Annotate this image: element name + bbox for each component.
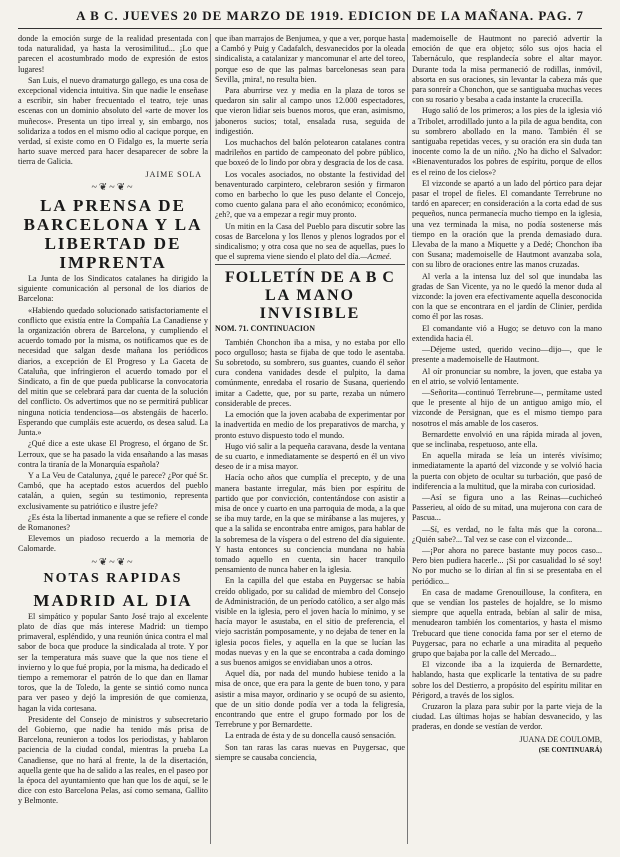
signature: —Acmeé. xyxy=(360,252,392,262)
ornament-divider: ~❦~❦~ xyxy=(91,556,135,568)
paragraph: El vizconde se apartó a un lado del pórtico para dejar pasar el tropel de fieles. El comandante Terrebrune no tardó en aparecer; en consideración a la corta edad de sus pequeños, nunca permanecía mucho tiempo en la iglesia, una vez terminada la misa, no podía sostenerse más tiempo en la oración que la prenda demasiado dura. Llevaba de la mano a Miquette y a Dedé; Chonchon iba con Susana; mademoiselle de Hautmont avanzaba sola, con su libro de oraciones entre las manos cruzadas. xyxy=(412,178,602,270)
paragraph: Aquel día, por nada del mundo hubiese tenido a la misa de once, que era para la gente de buen tono, y para asistir a misa mayor, ordinario y se ocupó de su asiento, que de un sitio donde podía ver a toda la feligresía, encontrando que entre el grupo formado por los de Terrebrune y por Bernardette. xyxy=(215,669,405,730)
column-2 xyxy=(215,34,405,849)
headline-prensa: LA PRENSA DE BARCELONA Y LA LIBERTAD DE IMPRENTA xyxy=(23,196,203,273)
paragraph: mademoiselle de Hautmont no pareció advertir la emoción de que era objeto; sólo sus ojos hacia el Tabernáculo, que resplandecía sobre el altar mayor. Durante toda la misa permaneció de rodillas, inmóvil, absorta en sus oraciones, sin levantar la cabeza más que para sonreír a Chonchon, que se santiguaba muchas veces con su rosario y besaba a cada instante la cruceciIla. xyxy=(412,34,602,105)
paragraph: Presidente del Consejo de ministros y subsecretario del Gobierno, que nadie ha tenido más prisa de Barcelona, reunieron a todos los periodistas, y hablaron paciencia de la ciudad condal, mientras la prueba La Canadiense, que no hará al frente, la de la disertación, aquella gente que ha de salido a las reales, en el paseo por la época del ayuntamiento que han que los de aquí, se le dice con esto Barcelona Pelas, así como semana, Gallito y Belmonte. xyxy=(18,714,208,806)
signature: JAIME SOLA xyxy=(145,169,202,179)
paragraph: El vizconde iba a la izquierda de Bernardette, hablando, hasta que explicarle la tentativa de su padre sobre los del Destierro, a propósito del espíritu militar en Périgord, a través de los siglos. xyxy=(412,660,602,700)
paragraph: La Junta de los Sindicatos catalanes ha dirigido la siguiente comunicación al personal de los diarios de Barcelona: xyxy=(18,274,208,304)
paragraph: En aquella mirada se leía un interés vivísimo; inmediatamente la apartó del vizconde y se volvió hacia la puerta con objeto de ocultar su turbación, que pasó de indiferencia a la multitud, que la miraba con curiosidad. xyxy=(412,451,602,491)
paragraph: El simpático y popular Santo José trajo al excelente plato de días que más interese Madrid: un tiempo primaveral, espléndido, y una reunión única contra el mal sabor de boca que produce la sindicalada al trote. Y por ser la temperatura más suave que la que nos tiene el invierno y lo que fué propia, por la misma, ha dedicado el tiempo a rememorar el patrón de lo que dan en llamar toros, que la de Toledo, la gente se sintió como nunca para ver paseo y dejó la impresión de que comienza, hagan la vida cortesana. xyxy=(18,611,208,713)
paragraph: Para aburrirse vez y media en la plaza de toros se quedaron sin salir al campo unos 12.000 espectadores, que vieron lidiar seis buenos moros, que eran, asimismo, jaboneros sucios; total, ensalada rusa, seguida de indigestión. xyxy=(215,86,405,136)
paragraph: «Habiendo quedado solucionado satisfactoriamente el conflicto que existía entre la Compañía La Canadiense y la organización obrera de Barcelona, y cumpliendo el acuerdo tomado por la misma, os notificamos que es de necesidad que salgan desde mañana los periódicos diarios, a excepción de El Progreso y La Gaceta de Cataluña, que infringieron el acuerdo tomado por el Sindicato, a fin de que pueda publicarse la convocatoria del mitin que se celebrará para dar cuenta de la solución del conflicto. Os advertimos que no se permitirá publicar ninguna noticia tendenciosa—os abstengáis de hacerlo. Esperando que cumpláis este acuerdo, os desea salud. La Junta.» xyxy=(18,305,208,438)
paragraph: También Chonchon iba a misa, y no estaba por ello poco orgulloso; hasta se fijaba de que todo le asentaba. Su sobretodo, su sombrero, sus guantes, cuando él señor cura condena vanidades desde el pulpito, la dama comúnmente, enredaba el rosario de Susana, queriendo imitar a Cadette, que, por su parte, rezaba un número considerable de preces. xyxy=(215,337,405,408)
continuation-note: (SE CONTINUARÁ) xyxy=(538,745,602,754)
header-rule xyxy=(18,28,602,29)
paragraph: Hugo vió salir a la pequeña caravana, desde la ventana de su cuarto, e inmediatamente se despertó en él un vivo deseo de ir a misa mayor. xyxy=(215,441,405,472)
paragraph: En la capilla del que estaba en Puygersac se había creído obligado, por su calidad de miembro del Consejo de Administración, de un período católico, a ser algo más visible en la iglesia, pero el joven hacía lo mínimo, y se hacía mayor le asustaba, en el sitio de preferencia, el viejo sacristán pomposamente, y no dejaba de tener en la iglesia pocos fieles, y aquella en la que se lucían las modas nuevas y en la que se encontraba a cada domingo a sus buenos amigos se envidiaban unos a otros. xyxy=(215,576,405,667)
paragraph: que iban marrajos de Benjumea, y que a ver, porque hasta a Cambó y Puig y Cadafalch, desvanecidos por la oleada sindicalista, a catalanizar y mancomunar el arte del toreo, porque eso de que las palmas barcelonesas sean para Sevilla, ¡mira!, no resulta bien. xyxy=(215,34,405,84)
section-rule xyxy=(215,264,405,265)
headline-novel: LA MANO INVISIBLE xyxy=(259,287,361,323)
paragraph: Al verla a la intensa luz del sol que inundaba las gradas de San Vicente, ya no le quedó la menor duda al vizconde: la joven era efectivamente aquella desconocida con la que se encontrara en el jardín de Clinier, perdida como él por las rosas. xyxy=(412,271,602,322)
ornament-divider: ~❦~❦~ xyxy=(91,181,135,193)
paragraph: —Sí, es verdad, no le falta más que la corona... ¿Quién sabe?... Tal vez se case con el vizconde... xyxy=(412,524,602,544)
paragraph: —Señorita—continuó Terrebrune—, permítame usted que le presente al hijo de un antiguo amigo mío, el vizconde de Persignan, que es el mismo tiempo para nosotros el más amable de los caseros. xyxy=(412,387,602,428)
paragraph: Al oír pronunciar su nombre, la joven, que estaba ya en el atrio, se volvió lentamente. xyxy=(412,366,602,386)
paragraph: La entrada de ésta y de su doncella causó sensación. xyxy=(225,731,396,741)
paragraph: Hugo salió de los primeros; a los pies de la iglesia vió a Tribolet, arrodillado junto a la pila de agua bendita, con su sombrero abollado en la mano. También él se santiguaba repetidas veces, y su oración era sin duda tan inocente como la de un niño. ¿No ha dicho el Salvador: «Bienaventurados los pobres de espíritu, porque de ellos es el reino de los cielos»? xyxy=(412,106,602,177)
installment-label: NOM. 71. CONTINUACION xyxy=(215,324,315,334)
column-3 xyxy=(412,34,602,849)
paragraph: ¿Qué dice a este ukase El Progreso, el órgano de Sr. Lerroux, que se ha pasado la vida ensañando a las masas contra la tiranía de la Monarquía española? xyxy=(18,439,208,469)
paragraph: Y a La Veu de Catalunya, ¿qué le parece? ¿Por qué Sr. Cambó, que ha aceptado estos acuerdos del pueblo catalán, a quien, según su testimonio, representa exclusivamente su patriótico e ilustre jefe? xyxy=(18,470,208,511)
paragraph: Hacía ocho años que cumplía el precepto, y de una manera bastante irregular, más bien por espíritu de partido que por convicción, contentándose con asistir a misa de once y cuarto en una parroquia de moda, a la que se iba muy tarde, en la que se mirábanse a las mujeres, y que a la salida se encontraba entre amigos, para hablar de la sobremesa de la víspera o del estreno del día siguiente. Y hasta entonces su conciencia mundana no había tomado aquello en cuenta, sin hacer tranquilo pensamiento de nunca haber en la iglesia. xyxy=(215,473,405,575)
paragraph-text: Un mitin en la Casa del Pueblo para discutir sobre las cosas de Barcelona y los llenos y plenos logrados por el sindicalismo; y otra cosa que no sea de aquellas, pues lo que el suprema viene siendo el plato del día. xyxy=(215,221,405,262)
paragraph: donde la emoción surge de la realidad presentada con toda naturalidad, ya hasta la verosimilitud... ¡Lo que parecen el acostumbrado modo de expresión de estos lugares! xyxy=(18,34,208,74)
column-1 xyxy=(18,34,208,849)
column-divider xyxy=(210,34,211,844)
paragraph: —Déjeme usted, querido vecino—dijo—, que le presente a mademoiselle de Hautmont. xyxy=(412,345,602,365)
paragraph: El comandante vió a Hugo; se detuvo con la mano extendida hacia él. xyxy=(412,323,602,343)
page-header: A B C. JUEVES 20 DE MARZO DE 1919. EDICION DE LA MAÑANA. PAG. 7 xyxy=(76,8,584,23)
headline-notas: NOTAS RAPIDAS xyxy=(43,570,183,586)
paragraph: Los vocales asociados, no obstante la festividad del benaventurado carpintero, celebraron sesión y firmaron como en barbecho lo que les puso delante el Concejo, como cuento galana para el año económico; económico, ¿eh?, que va a empezar a regir muy pronto. xyxy=(215,169,405,220)
paragraph: Bernardette envolvió en una rápida mirada al joven, que se inclinaba, respetuoso, ante ella. xyxy=(412,429,602,449)
paragraph: Cruzaron la plaza para subir por la parte vieja de la ciudad. Las últimas hojas se habían desvanecido, y las praderas, en donde se vestían de verdor. xyxy=(412,702,602,732)
paragraph: —Así se figura uno a las Reinas—cuchicheó Passerieu, al oído de su mitad, una mujerona con cara de Pascua... xyxy=(412,492,602,523)
paragraph: ¿Es ésta la libertad inmanente a que se refiere el conde de Romanones? xyxy=(18,512,208,532)
paragraph: La emoción que la joven acababa de experimentar por la inadvertida en medio de los preparativos de marcha, y pronto estuvo dispuesto todo el mundo. xyxy=(215,410,405,440)
paragraph xyxy=(215,222,405,263)
paragraph: San Luis, el nuevo dramaturgo gallego, es una cosa de excepcional videncia intuitiva. Sin que nadie le enseñase a escribir, sin haber frecuentado el teatro, teje unas escenas con un dominio absoluto del «arte de mover los muñecos». Presenta un tipo irreal y, sin embargo, nos solidariza a todos en el mismo odio al cacique porque, en verdad, sí existe como en O Fidalgo es, la muerte sería harto suave merced para hacer desaparecer de sobre la tierra de Galicia. xyxy=(18,75,208,167)
headline-madrid: MADRID AL DIA xyxy=(33,590,193,610)
paragraph: Los muchachos del balón pelotearon catalanes contra madrileños en partido de campeonato del pobre público, que boxeó de lo lindo por obra y desgracia de los de casa. xyxy=(215,138,405,168)
paragraph: —¡Por ahora no parece bastante muy pocos caso... Pero bien pudiera hacerle... ¡Si por casualidad lo sé soy! No por mucho se lo dirían al fin si se presentaba en el periódico... xyxy=(412,545,602,586)
paragraph: En casa de madame Grenouillouse, la confitera, en que se vendían los pasteles de hojaldre, se lo mismo siempre que aquella entrada, bebían al salir de misa, menudearon también los comentarios, y hasta el mismo Trebucard que tiene conocida fama por ser el eterno de Puygersac, para no echarle a una miradita al pequeño grupo que bajaba por la calle del Mercado... xyxy=(412,587,602,658)
paragraph: Son tan raras las caras nuevas en Puygersac, que siempre se causaba conciencia, xyxy=(215,742,405,762)
column-divider xyxy=(407,34,408,844)
paragraph: Elevemos un piadoso recuerdo a la memoria de Calomarde. xyxy=(18,534,208,554)
headline-folletin: FOLLETÍN DE A B C xyxy=(225,269,395,287)
author-name: JUANA DE COULOMB, xyxy=(519,734,602,744)
